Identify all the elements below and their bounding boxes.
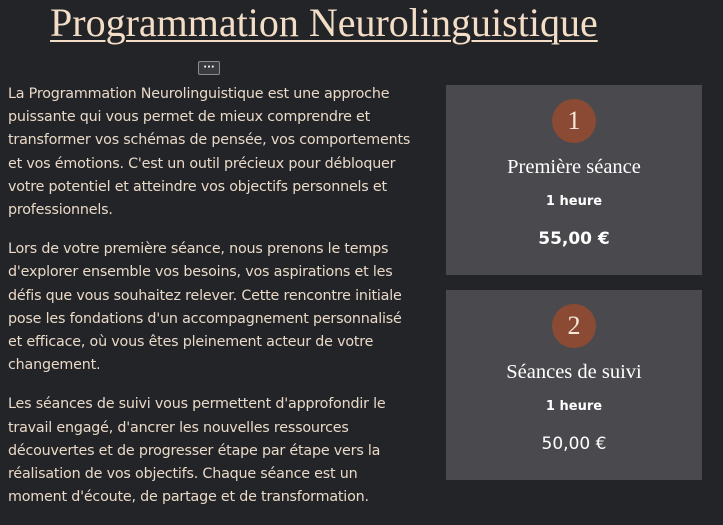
card-duration: 1 heure (545, 194, 603, 209)
pricing-card-first-session (446, 85, 702, 275)
intro-paragraph: La Programmation Neurolinguistique est une approche puissante qui vous permet de mieux comprendre et transformer vos schémas de pensée, vos comportements et vos émotions. C'est un outil précieux pour débloquer votre potentiel et atteindre vos objectifs personnels et professionnels. (8, 86, 411, 219)
card-title: Séances de suivi (506, 361, 642, 383)
step-number-badge: 1 (552, 99, 596, 143)
first-session-paragraph: Lors de votre première séance, nous prenons le temps d'explorer ensemble vos besoins, vos aspirations et les défis que vous souhaitez relever. Cette rencontre initiale pose les fondations d'un accompagnement personnalisé et efficace, où vous êtes pleinement acteur de votre changement. (8, 241, 402, 374)
pricing-card-follow-up-sessions (446, 290, 702, 480)
page-title: Programmation Neurolinguistique (50, 0, 598, 45)
card-price: 50,00 € (541, 434, 607, 454)
card-title: Première séance (507, 156, 641, 178)
step-number-badge: 2 (552, 304, 596, 348)
more-options-button[interactable]: ··· (198, 61, 220, 75)
follow-up-paragraph: Les séances de suivi vous permettent d'approfondir le travail engagé, d'ancrer les nouvelles ressources découvertes et de progresser étape par étape vers la réalisation de vos objectifs. Chaque séance est un moment d'écoute, de partage et de transformation. (8, 396, 386, 506)
description-section (8, 83, 418, 525)
card-duration: 1 heure (545, 399, 603, 414)
card-price: 55,00 € (538, 229, 610, 249)
